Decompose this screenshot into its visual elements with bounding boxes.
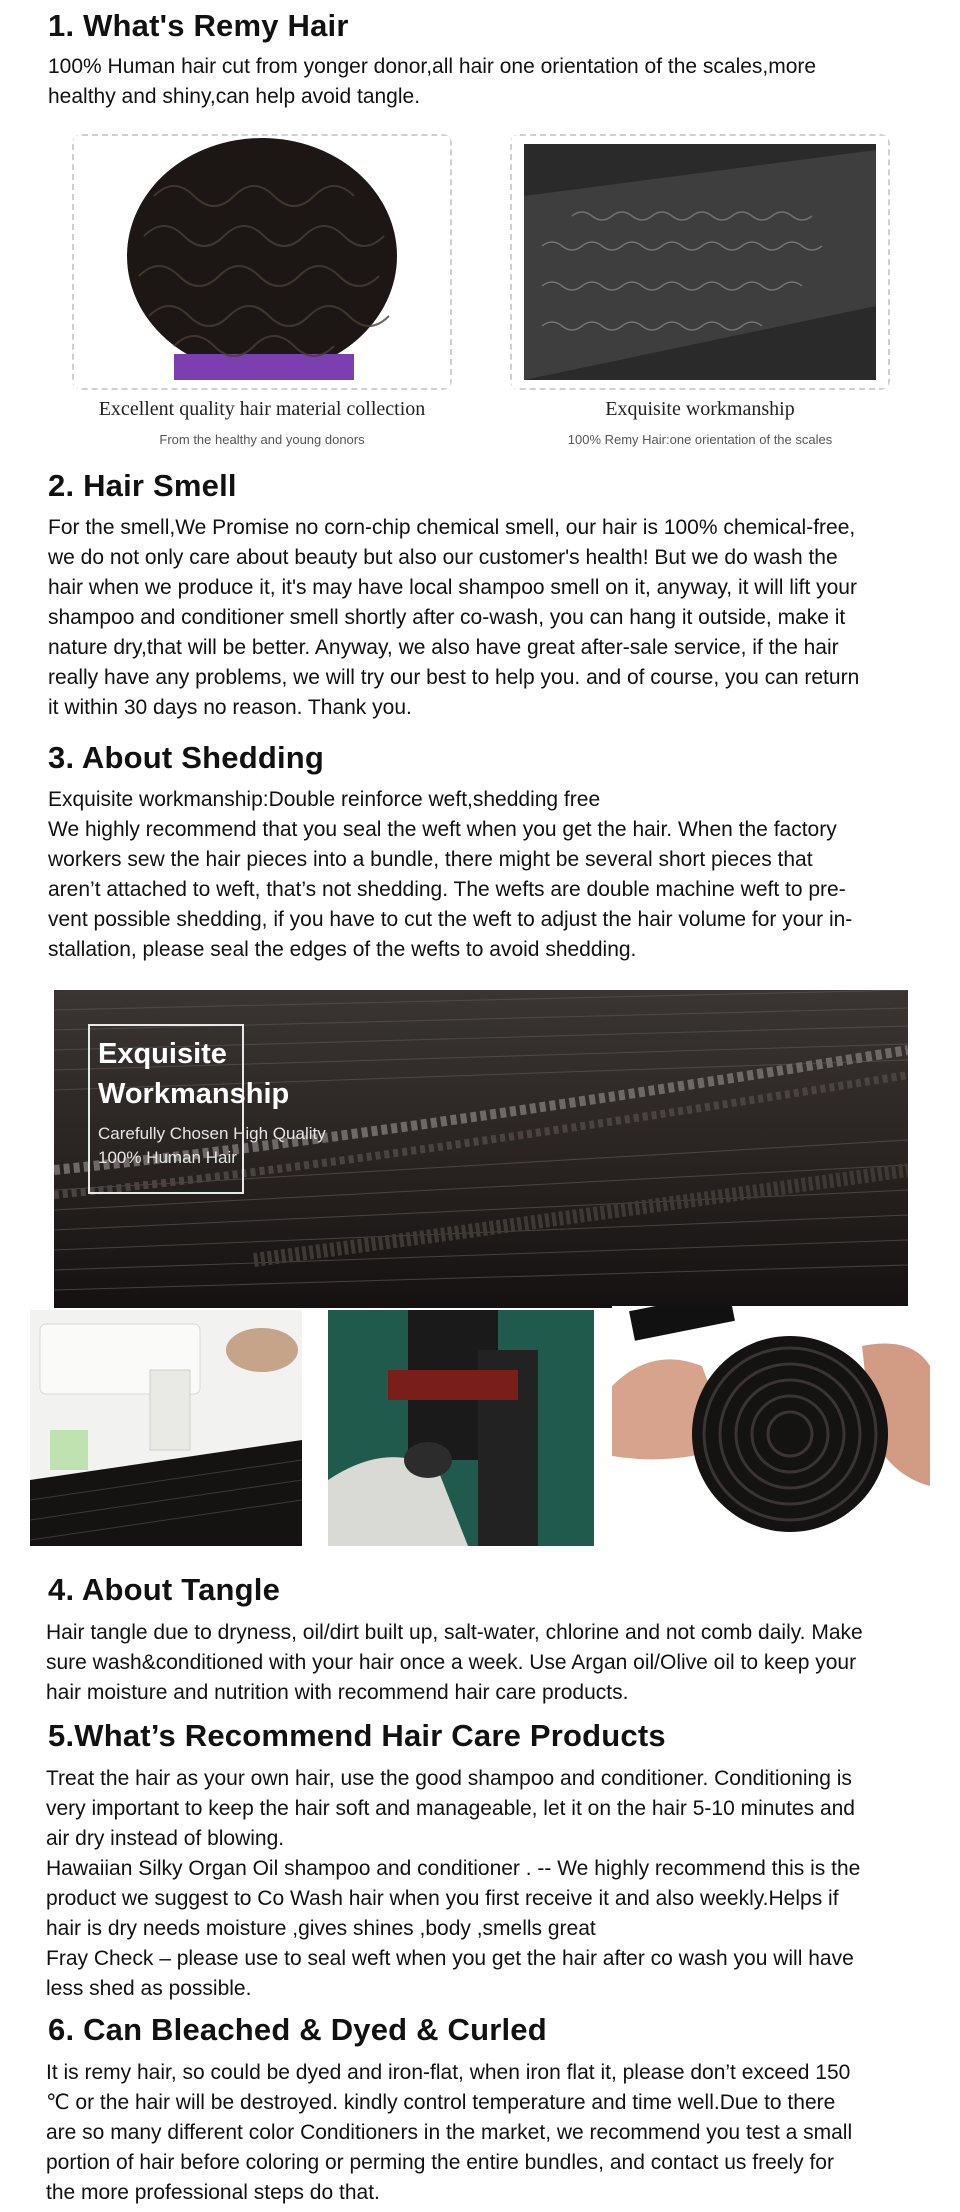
banner-title xyxy=(98,1034,289,1114)
text-line: we do not only care about beauty but also our customer's health! But we do wash the xyxy=(48,546,838,569)
text-line: portion of hair before coloring or perming the entire bundles, and contact us freely for xyxy=(46,2151,834,2174)
section-2-body xyxy=(48,513,938,723)
banner-title-line: Workmanship xyxy=(98,1078,290,1110)
text-line: air dry instead of blowing. xyxy=(46,1827,285,1850)
text-line: hair when we produce it, it's may have local shampoo smell on it, anyway, it will lift your xyxy=(48,576,857,599)
section-3-body xyxy=(48,785,938,965)
section-5-title: 5.What’s Recommend Hair Care Products xyxy=(48,1718,666,1753)
section-4-body xyxy=(46,1618,938,1708)
section-1-body xyxy=(48,52,928,112)
banner-subtitle-line: 100% Human Hair xyxy=(98,1148,237,1167)
text-line: really have any problems, we will try our best to help you. and of course, you can return xyxy=(48,666,860,689)
text-line: vent possible shedding, if you have to cut the weft to adjust the hair volume for your in- xyxy=(48,908,853,931)
hair-bundle-photo xyxy=(612,1306,930,1548)
section-1-title: 1. What's Remy Hair xyxy=(48,8,349,43)
banner-title-line: Exquisite xyxy=(98,1038,227,1070)
hair-scales-photo-frame xyxy=(510,134,890,390)
text-line: nature dry,that will be better. Anyway, we also have great after-sale service, if the hair xyxy=(48,636,839,659)
workmanship-banner xyxy=(54,990,908,1308)
text-line: shampoo and conditioner smell shortly after co-wash, you can hang it outside, make it xyxy=(48,606,846,629)
sewing-machine-photo xyxy=(30,1310,302,1546)
text-line: It is remy hair, so could be dyed and iron-flat, when iron flat it, please don’t exceed 150 xyxy=(46,2061,851,2084)
banner-subtitle-line: Carefully Chosen High Quality xyxy=(98,1124,326,1143)
text-line: Hawaiian Silky Organ Oil shampoo and conditioner . -- We highly recommend this is the xyxy=(46,1857,861,1880)
text-line: hair moisture and nutrition with recommend hair care products. xyxy=(46,1681,629,1704)
text-line: hair is dry needs moisture ,gives shines ,body ,smells great xyxy=(46,1917,596,1940)
text-line: product we suggest to Co Wash hair when you first receive it and also weekly.Helps if xyxy=(46,1887,839,1910)
right-photo-caption: Exquisite workmanship xyxy=(605,398,795,420)
text-line: Treat the hair as your own hair, use the good shampoo and conditioner. Conditioning is xyxy=(46,1767,852,1790)
text-line: aren’t attached to weft, that’s not shedding. The wefts are double machine weft to pre- xyxy=(48,878,846,901)
text-line: 100% Human hair cut from yonger donor,all hair one orientation of the scales,more xyxy=(48,55,817,78)
text-line: Exquisite workmanship:Double reinforce weft,shedding free xyxy=(48,788,601,811)
text-line: the more professional steps do that. xyxy=(46,2181,380,2204)
left-photo-caption: Excellent quality hair material collection xyxy=(98,398,426,420)
text-line: Fray Check – please use to seal weft when you get the hair after co wash you will have xyxy=(46,1947,854,1970)
curly-hair-photo xyxy=(74,136,450,388)
section-4-title: 4. About Tangle xyxy=(48,1572,281,1607)
text-line: sure wash&conditioned with your hair once a week. Use Argan oil/Olive oil to keep your xyxy=(46,1651,857,1674)
banner-subtitle xyxy=(98,1122,326,1170)
text-line: healthy and shiny,can help avoid tangle. xyxy=(48,85,421,108)
text-line: it within 30 days no reason. Thank you. xyxy=(48,696,412,719)
section-5-body xyxy=(46,1764,938,2004)
section-6-title: 6. Can Bleached & Dyed & Curled xyxy=(48,2012,547,2047)
section-3-title: 3. About Shedding xyxy=(48,740,325,775)
section-6-body xyxy=(46,2058,938,2208)
text-line: are so many different color Conditioners in the market, we recommend you test a small xyxy=(46,2121,853,2144)
text-line: less shed as possible. xyxy=(46,1977,252,2000)
curly-hair-photo-frame xyxy=(72,134,452,390)
text-line: workers sew the hair pieces into a bundle, there might be several short pieces that xyxy=(48,848,813,871)
sealing-weft-photo xyxy=(328,1310,594,1546)
text-line: very important to keep the hair soft and manageable, let it on the hair 5-10 minutes and xyxy=(46,1797,855,1820)
text-line: We highly recommend that you seal the weft when you get the hair. When the factory xyxy=(48,818,837,841)
left-photo-subcaption: From the healthy and young donors xyxy=(159,432,365,447)
right-photo-subcaption: 100% Remy Hair:one orientation of the scales xyxy=(567,432,833,447)
text-line: ℃ or the hair will be destroyed. kindly control temperature and time well.Due to there xyxy=(46,2091,836,2114)
text-line: stallation, please seal the edges of the wefts to avoid shedding. xyxy=(48,938,637,961)
section-2-title: 2. Hair Smell xyxy=(48,468,237,503)
hair-scales-photo xyxy=(512,136,888,388)
text-line: Hair tangle due to dryness, oil/dirt built up, salt-water, chlorine and not comb daily. Make xyxy=(46,1621,863,1644)
text-line: For the smell,We Promise no corn-chip chemical smell, our hair is 100% chemical-free, xyxy=(48,516,856,539)
